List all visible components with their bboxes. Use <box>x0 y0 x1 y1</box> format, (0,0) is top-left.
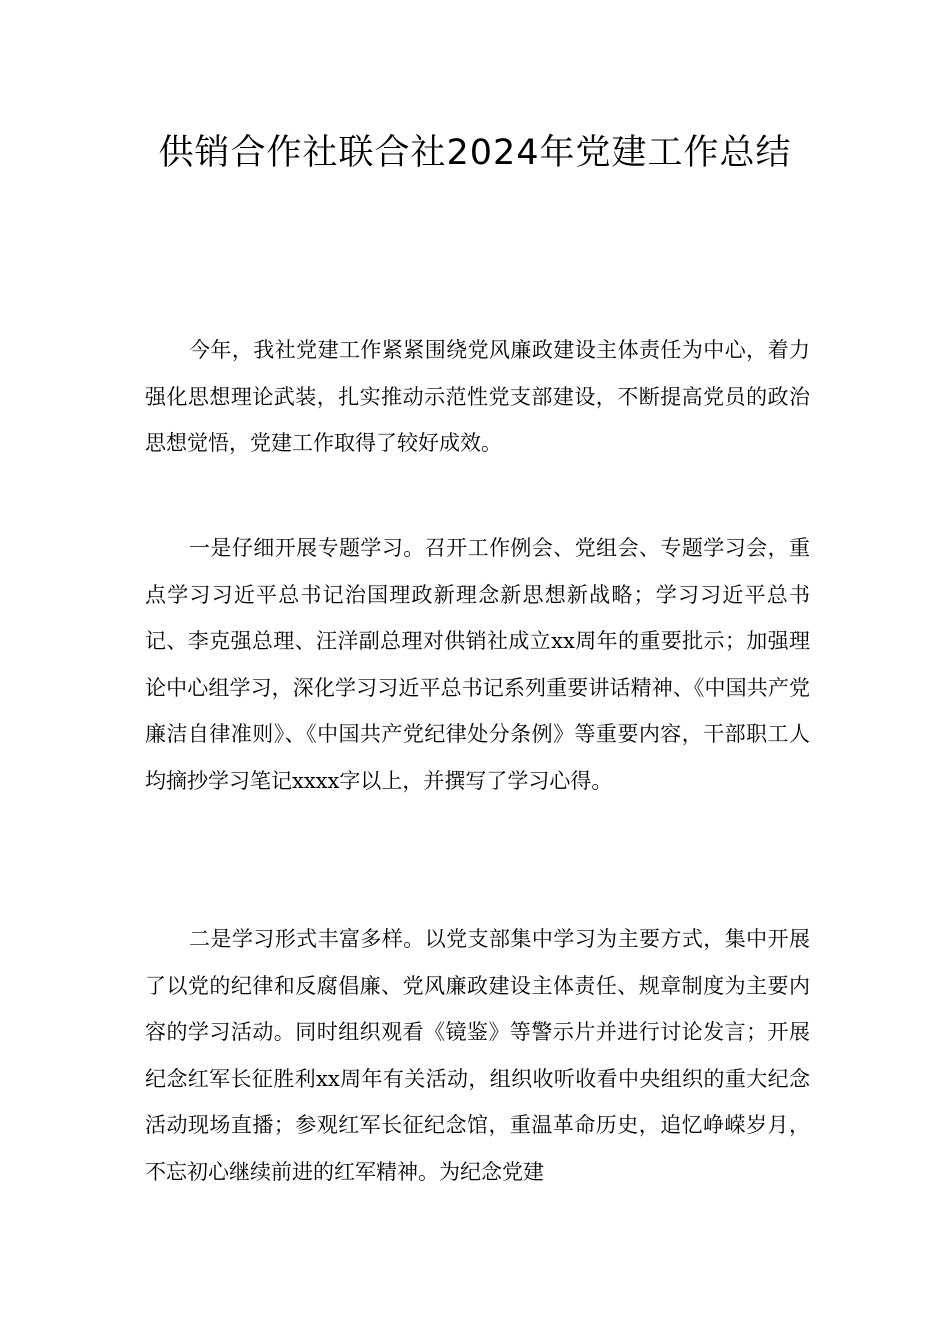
paragraph-study-topics: 一是仔细开展专题学习。召开工作例会、党组会、专题学习会，重点学习习近平总书记治国理政新理念新思想新战略；学习习近平总书记、李克强总理、汪洋副总理对供销社成立xx周年的重要批示；加强理论中心组学习，深化学习习近平总书记系列重要讲话精神、《中国共产党廉洁自律准则》、《中国共产党纪律处分条例》等重要内容，干部职工人均摘抄学习笔记xxxx字以上，并撰写了学习心得。 <box>145 536 810 793</box>
paragraph-study-forms: 二是学习形式丰富多样。以党支部集中学习为主要方式，集中开展了以党的纪律和反腐倡廉、党风廉政建设主体责任、规章制度为主要内容的学习活动。同时组织观看《镜鉴》等警示片并进行讨论发言；开展纪念红军长征胜利xx周年有关活动，组织收听收看中央组织的重大纪念活动现场直播；参观红军长征纪念馆，重温革命历史，追忆峥嵘岁月，不忘初心继续前进的红军精神。为纪念党建 <box>145 927 810 1184</box>
document-title: 供销合作社联合社2024年党建工作总结 <box>158 133 792 173</box>
paragraph-intro: 今年，我社党建工作紧紧围绕党风廉政建设主体责任为中心，着力强化思想理论武装，扎实推动示范性党支部建设，不断提高党员的政治思想觉悟，党建工作取得了较好成效。 <box>145 338 810 455</box>
